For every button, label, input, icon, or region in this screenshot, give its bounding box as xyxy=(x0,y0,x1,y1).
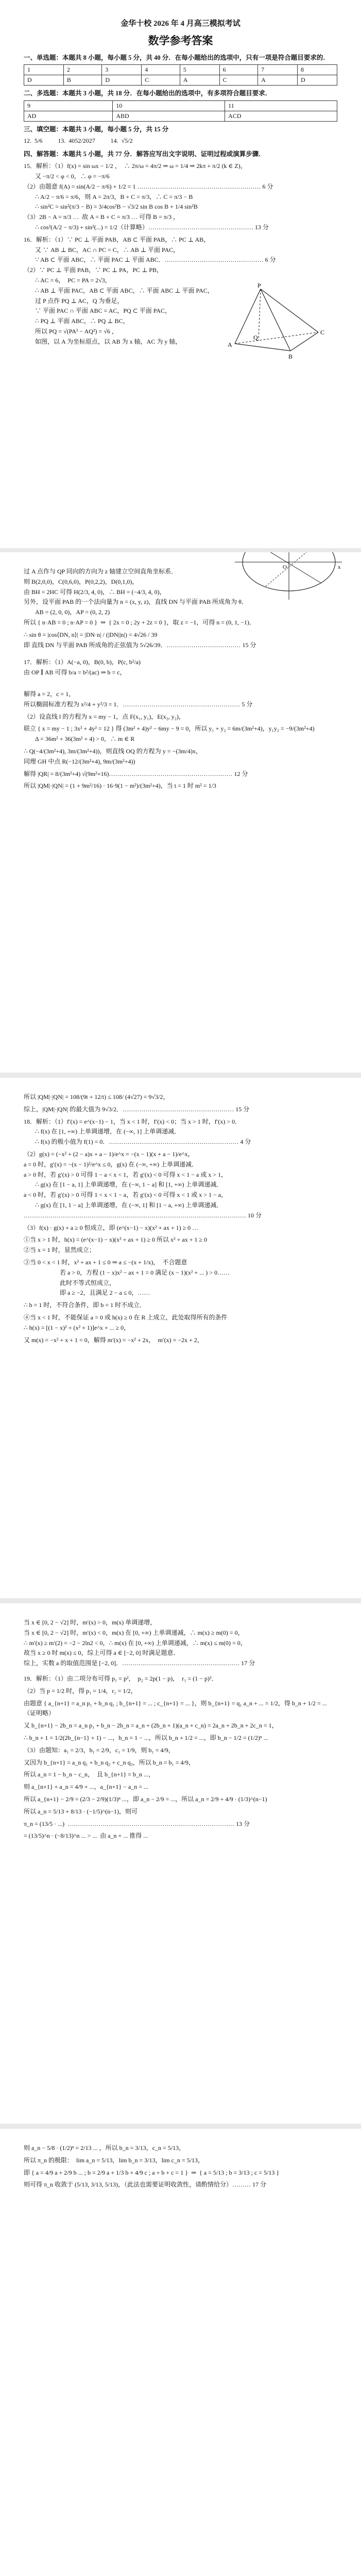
section3-heading: 三、填空题：本题共 3 小题，每小题 5 分，共 15 分 xyxy=(24,125,169,133)
solution-line: 又 ∵ AB ⊥ BC，AC ∩ PC = C，∴ AB ⊥ 平面 PAC， xyxy=(35,246,180,253)
solution-line: ②当 x = 1 时，显然成立； xyxy=(24,1246,95,1254)
solution-line: ∴ AB ⊥ 平面 PAC，AB ⊂ 平面 ABC，∴ 平面 ABC ⊥ 平面 PAC， xyxy=(35,286,214,294)
table-row xyxy=(24,75,337,86)
solution-line: 此时不等式恒成立， xyxy=(60,1279,116,1286)
table-cell: ABD xyxy=(113,111,225,121)
solution-line: ∴ sin²C = sin²(π/3 − B) = 3/4cos²B − √3/2 sin B cos B + 1/4 sin²B xyxy=(35,203,198,211)
solution-line: 所以 |QM|·|QN| = 108/(9t + 12/t) ≤ 108/ (4√27) = 9√3/2， xyxy=(24,1093,169,1100)
solution-line: AB = (2, 0, 0)，AP = (0, 2, 2) xyxy=(35,608,110,616)
single-choice-answer-table xyxy=(24,64,337,86)
solution-line: 由 BH = 2HC 可得 H(2/3, 4, 0)，∴ BH = (−4/3, 4, 0)， xyxy=(24,588,166,596)
table-cell: ACD xyxy=(225,111,337,121)
table-cell: 2 xyxy=(63,65,102,75)
solution-line: 18．解析：（1）f′(x) = e^(x−1) − 1，当 x < 1 时，f′(x) < 0；当 x > 1 时，f′(x) > 0． xyxy=(24,1117,242,1125)
solution-line: 16．解析：（1）∵ PC ⊥ 平面 PAB，AB ⊂ 平面 PAB，∴ PC ⊥ AB， xyxy=(24,235,210,243)
fill-in-answers: 12. 5/6 13. 4052/2027 14. √5/2 xyxy=(24,137,133,145)
table-cell: B xyxy=(63,75,102,86)
solution-line: 综上，|QM|·|QN| 的最大值为 9√3/2．……………………………………………… 15 分 xyxy=(24,1105,250,1113)
solution-line: ∴ f(x) 在 [1, +∞) 上单调递增，在 (−∞, 1] 上单调递减． xyxy=(35,1128,181,1136)
solution-line: 联立 { x = my − 1 ; 3x² + 4y² = 12 } 得 (3m² + 4)y² − 6my − 9 = 0，所以 y₁ + y₂ = 6m/(3m²+4)，y₁y₂ = −9/(3m²+4) xyxy=(24,725,315,733)
solution-line: ④当 x < 1 时，不能保证 a = 0 或 h(x) ≥ 0 在 R 上成立，此处取得所有的条件 xyxy=(24,1313,228,1321)
solution-line: = (13/5)^n · (−8/13)^n ... > ... 由 a_n + ... 推得 ... xyxy=(24,1832,148,1840)
solution-line: （3）2B − A = π/3 … 故 A = B + C = π/3 … 可得 B = π/3 ， xyxy=(24,213,180,221)
vertex-label: Q xyxy=(253,333,258,341)
solution-line: （3）f(x) · g(x) + a ≥ 0 恒成立，即 (e^(x−1) − x)(x² + ax + 1) ≥ 0 … xyxy=(24,1224,199,1231)
solution-line: ∴ PQ ⊥ 平面 ABC，∴ PQ ⊥ BC， xyxy=(35,317,129,325)
solution-line: ∴ f(x) 的极小值为 f(1) = 0．……………………………………………………… 4 分 xyxy=(35,1138,251,1146)
table-cell: 1 xyxy=(24,65,64,75)
table-cell: 3 xyxy=(102,65,142,75)
table-cell: D xyxy=(24,75,64,86)
table-cell: AD xyxy=(24,111,113,121)
table-cell: 10 xyxy=(113,100,225,111)
solution-line: 当 x ∈ [0, 2 − √2] 时，m′(x) > 0，m(x) 单调递增， xyxy=(24,1619,157,1626)
answer-page-4 xyxy=(0,1603,361,2124)
table-cell: 11 xyxy=(225,100,337,111)
solution-line: 所以 a_n = 1 − b_n − c_n， 且 b_{n+1} = b_n ...， xyxy=(24,1771,155,1778)
solution-line: 19．解析：（1）由二项分布可得 p₁ = p²， p₂ = 2p(1 − p)， r₁ = (1 − p)²． xyxy=(24,1674,218,1682)
solution-line: ∴ AC = 6， PC = PA = 2√3， xyxy=(35,277,111,284)
solution-line: 所以 { n·AB = 0 ; n·AP = 0 } ⇒ { 2x = 0 ; 2y + 2z = 0 }，取 z = −1，可得 n = (0, 1, −1)． xyxy=(24,618,255,626)
solution-line: 则 B(2,0,0)，C(0,6,0)，P(0,2,2)，D(0,1,0)， xyxy=(24,578,139,585)
table-row xyxy=(24,65,337,75)
solution-line: 所以 a_n = 5/13 + 8/13 · (−1/5)^(n−1)，则可 xyxy=(24,1807,138,1815)
solution-line: ∴ Q(−4/(3m²+4), 3m/(3m²+4))，则直线 OQ 的方程为 y = −(3m/4)x， xyxy=(24,747,202,755)
solution-line: 则 a_{n+1} + a_n = 4/9 + ...，a_{n+1} − a_n = ... xyxy=(24,1783,149,1791)
solution-line: ∴ b_n + 1 = 1/2(2b_{n−1} + 1) − ...，b_n = 1 − ...，所以 b_n + 1/2 = ...，即 b_n − 1/2 = (1/2)ⁿ ... xyxy=(24,1734,268,1741)
solution-line: 则 a_n − 5/8 · (1/2)ⁿ = 2/13 ... ，所以 b_n = 3/13，c_n = 5/13， xyxy=(24,2144,185,2151)
solution-line: ∴ g(x) 在 [1, 1 − a] 上单调递增，在 (−∞, 1] 和 [1 − a, +∞) 上单调递减． xyxy=(35,1201,223,1209)
multi-choice-answer-table xyxy=(24,100,337,122)
solution-line: ∴ h(x) = [(1 − x)² + (x² + 1)]e^x + ... ≥ 0， xyxy=(24,1324,130,1331)
solution-line: 即 a ≥ −2，且满足 2 − a ≤ 0，…… xyxy=(60,1289,150,1297)
solution-line: 若 a > 0，方程 (1 − x)x² − ax + 1 = 0 满足 (x − 1)(x² + ... ) > 0…… xyxy=(60,1268,230,1276)
solution-line: 过 A 点作与 QP 同向的方向为 z 轴建立空间直角坐标系． xyxy=(24,568,178,575)
solution-line: 则可得 π_n 收敛于 (5/13, 3/13, 5/13)，（此法也需要证明收敛性，请酌情给分）……… 17 分 xyxy=(24,2181,267,2189)
answer-page-3 xyxy=(0,1078,361,1598)
solution-line: 所以 PQ = √(PA² − AQ²) = √6 ， xyxy=(35,328,118,335)
solution-line: 由 OP ∥ AB 可得 b/a = b²/(ac) ⇒ b = c， xyxy=(24,669,126,676)
axis-label: O xyxy=(283,564,287,571)
axis-label: x xyxy=(338,564,341,571)
table-cell: 4 xyxy=(142,65,180,75)
solution-line: Δ = 36m² + 36(3m² + 4) > 0，∴ m ∈ R xyxy=(35,735,135,743)
solution-line: ∵ AB ⊂ 平面 ABC，∴ 平面 PAC ⊥ 平面 ABC．………………………………………… 6 分 xyxy=(35,256,276,264)
solution-line: ∴ A/2 − π/6 = π/6，则 A = 2π/3，B + C = π/3，∴ C = π/3 − B xyxy=(35,193,193,200)
vertex-label: B xyxy=(288,352,293,360)
solution-line: 17．解析：（1）A(−a, 0)，B(0, b)，P(c, b²/a) xyxy=(24,658,141,666)
answer-page-5 xyxy=(0,2129,361,2576)
solution-line: 当 x ∈ [0, 2 − √2] 时，m′(x) < 0，m(x) 在 [0, +∞) 上单调递减，∴ m(x) ≥ m(0) = 0， xyxy=(24,1629,244,1636)
table-row xyxy=(24,111,337,121)
solution-line: （2）g(x) = (−x² + (2 − a)x + a − 1)/e^x = −(x − 1)(x + a − 1)/e^x， xyxy=(24,1150,194,1158)
section1-heading: 一、单选题：本题共 8 小题，每小题 5 分，共 40 分．在每小题给出的选项中，只有一项是符合题目要求的． xyxy=(24,54,330,61)
solution-line: 综上，实数 a 的取值范围是 [−2, 0]．………………………………………………… 17 分 xyxy=(24,1659,255,1667)
table-cell: A xyxy=(180,75,219,86)
solution-line: 所以椭圆标准方程为 x²/4 + y²/3 = 1．………………………………………………… 5 分 xyxy=(24,700,253,708)
solution-line: ∴ b = 1 时，不符合条件，即 b = 1 时不成立． xyxy=(24,1301,146,1309)
table-cell: 5 xyxy=(180,65,219,75)
solution-line: ∴ m′(x) ≥ m′(2) = −2 − 2ln2 < 0，∴ m(x) 在 [0, +∞) 上单调递减，∴ m(x) ≤ m(0) = 0， xyxy=(24,1639,247,1647)
solution-line: （3）由题知：a₁ = 2/3，b₁ = 2/9，c₁ = 1/9，则 b₁ = 4/9， xyxy=(24,1746,175,1754)
solution-line: 解得 |QR| = 8/(3m²+4) √(9m²+16)…………………………………………………… 12 分 xyxy=(24,770,248,777)
solution-line: 所以 a_{n+1} − 2/9 = (2/3 − 2/9)(1/3)ⁿ ...，即 a_n − 2/9 = ...，所以 a_n = 2/9 + 4/9 · (1/3)^(n−1) xyxy=(24,1795,267,1803)
solution-line: ①当 x > 1 时，h(x) = (e^(x−1) − x)(x² + ax + 1) ≥ 0 所以 x² + ax + 1 ≥ 0 xyxy=(24,1236,208,1244)
solution-line: 又 m(x) = −x² + x + 1 = 0，解得 m′(x) = −x² + 2x， m′(x) = −2x + 2， xyxy=(24,1336,203,1344)
section2-heading: 二、多选题：本题共 3 小题，共 18 分．在每小题给出的选项中，有多项符合题目要求． xyxy=(24,90,272,97)
table-cell: 7 xyxy=(258,65,298,75)
solution-line: 解得 a = 2，c = 1， xyxy=(24,690,75,698)
solution-line: （2）设直线 l 的方程为 x = my − 1，点 F(x₁, y₁)，E(x₂, y₂)， xyxy=(24,713,185,720)
solution-line: 又 −π/2 < φ < 0，∴ φ = −π/6 xyxy=(35,173,110,180)
solution-line: ∴ cos²(A/2 − π/3) + sin²(...) = 1/2（计算略）…………………………………………… 13 分 xyxy=(35,224,269,231)
solution-line: 所以 |QM|·|QN| = (1 + 9m²/16) · 16·9(1 − m²)/(3m²+4)，当 t = 1 时 m² = 1/3 xyxy=(24,782,216,790)
exam-title: 金华十校 2026 年 4 月高三模拟考试 xyxy=(121,20,240,28)
solution-line: a > 0 时，若 g′(x) > 0 可得 1 − a < x < 1，若 g′(x) < 0 可得 x < 1 − a 或 x > 1， xyxy=(24,1171,228,1178)
solution-line: 即 { a = 4/9 a + 2/9 b ... ; b = 2/9 a + 1/3 b + 4/9 c ; a + b + c = 1 } ⇒ { a = 5/13 ; b = 3/13 ; c = 5/13 } xyxy=(24,2168,280,2176)
table-cell: 6 xyxy=(219,65,258,75)
answer-page-1 xyxy=(0,0,361,548)
solution-line: 又 b_{n+1} − 2b_n = a_n p₁ + b_n − 2b_n = a_n + (2b_n + 1)(a_n + c_n) = 2a_n + 2b_n + 2c_n = 1， xyxy=(24,1722,278,1730)
table-cell: D xyxy=(102,75,142,86)
vertex-label: P xyxy=(257,282,261,289)
solution-line: ∵ 平面 PAC ∩ 平面 ABC = AC，PQ ⊂ 平面 PAC， xyxy=(35,307,171,315)
solution-line: 过 P 点作 PQ ⊥ AC，Q 为垂足， xyxy=(35,297,124,304)
solution-line: （2）由题意 f(A) = sin(A/2 − π/6) + 1/2 = 1 …………………………………………………… 6 分 xyxy=(24,182,273,190)
vertex-label: A xyxy=(228,341,232,348)
table-cell: D xyxy=(298,75,337,86)
solution-line: 故当 x ≥ 0 时 m(x) ≤ 0，综上可得 a ∈ [−2, 0] 时满足题意． xyxy=(24,1649,180,1657)
solution-line: 15．解析：（1）f(x) = sin ωx − 1/2 ， ∴ 2π/ω = 4π/2 ⇒ ω = 1/4 ⇒ 2kπ + π/2 (k ∈ Z)， xyxy=(24,162,247,170)
solution-line: π_n = (13/5 · ...) ……………………………………………………………………… 13 分 xyxy=(24,1820,250,1827)
solution-line: 另外，设平面 PAB 的一个法向量为 n = (x, y, z)，直线 DN 与平面 PAB 所成角为 θ． xyxy=(24,598,248,606)
solution-line: ∴ g(x) 在 [1 − a, 1] 上单调递增，在 (−∞, 1 − a] 和 [1, +∞) 上单调递减． xyxy=(35,1181,223,1189)
solution-line: a < 0 时，若 g′(x) > 0 可得 1 < x < 1 − a，若 g′(x) < 0 可得 x < 1 或 x > 1 − a， xyxy=(24,1191,228,1199)
solution-line: 如图，以 A 为坐标原点，以 AB 为 x 轴，AC 为 y 轴， xyxy=(35,337,182,345)
solution-line: 即 直线 DN 与平面 PAB 所成角的正弦值为 5√26/39．……………………………… 15 分 xyxy=(24,641,256,649)
solution-line: ③当 0 < x < 1 时，x² + ax + 1 ≤ 0 ⇒ a ≤ −(x + 1/x)， 不合题意 xyxy=(24,1258,187,1266)
solution-line: ∴ sin θ = |cos⟨DN, n⟩| = |DN·n| / (|DN||n|) = 4√26 / 39 xyxy=(24,631,158,638)
solution-line: ……………………………………………………………………………………………… 10 分 xyxy=(24,1211,262,1219)
solution-line: （2）当 p = 1/2 时，得 p₁ = 1/4，r₁ = 1/2， xyxy=(24,1687,137,1694)
solution-line: a = 0 时，g′(x) = −(x − 1)²/e^x ≤ 0，g(x) 在 (−∞, +∞) 上单调递减． xyxy=(24,1160,198,1168)
table-cell: C xyxy=(142,75,180,86)
vertex-label: C xyxy=(320,328,325,336)
table-cell: 9 xyxy=(24,100,113,111)
answer-page-2 xyxy=(0,552,361,1073)
solution-line: （2）∵ PC ⊥ 平面 PAB，∵ PC ⊥ PA，PC ⊥ PB， xyxy=(24,266,163,274)
solution-line: 又因为 b_{n+1} = a_n q₁ + b_n q₂ + c_n q₃，所以 b_n = b₁ = 4/9， xyxy=(24,1758,195,1766)
solution-line: 同理 GH 中点 R(−12/(3m²+4), 9m/(3m²+4)) xyxy=(24,757,135,765)
section4-heading: 四、解答题：本题共 5 小题，共 77 分．解答应写出文字说明、证明过程或演算步骤． xyxy=(24,150,265,158)
table-cell: C xyxy=(219,75,258,86)
table-row xyxy=(24,100,337,111)
solution-line: 所以 π_n 的极限： lim a_n = 5/13，lim b_n = 3/13，lim c_n = 5/13， xyxy=(24,2156,204,2164)
solution-line: 由题意 { a_{n+1} = a_n p₁ + b_n q₁ ; b_{n+1} = ... ; c_{n+1} = ... }，则 b_{n+1} = q₁ a_n + ... = 1/2，得 b_n + 1/2 = ...（证明略） xyxy=(24,1699,327,1717)
table-cell: 8 xyxy=(298,65,337,75)
table-cell: A xyxy=(258,75,298,86)
doc-title: 数学参考答案 xyxy=(148,35,213,47)
